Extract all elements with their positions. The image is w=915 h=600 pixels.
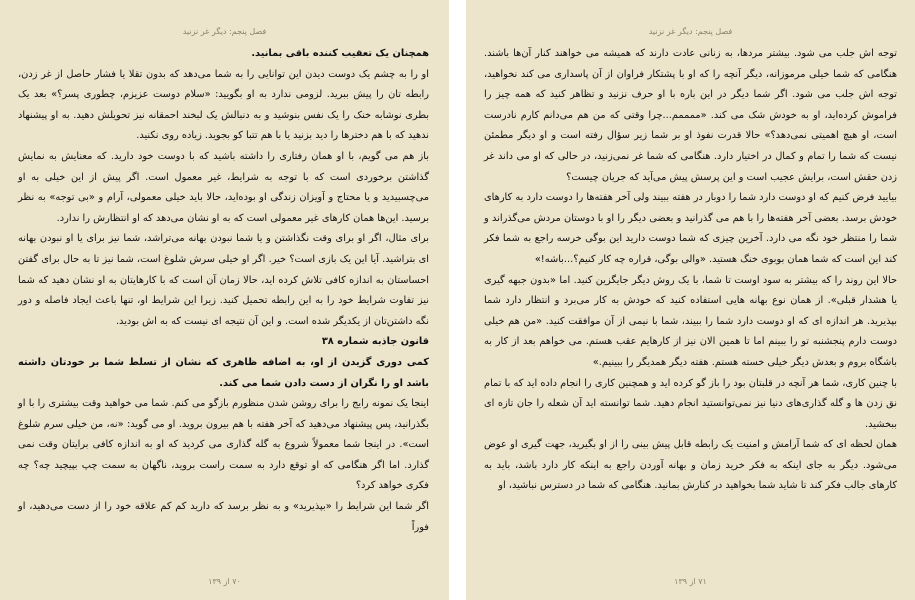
paragraph: همان لحظه ای که شما آرامش و امنیت یک رابطه قابل پیش بینی را از او بگیرید، جهت گیری او عوض می‌شود. دیگر به جای اینکه به فکر خرید زمان و بهانه آوردن راجع به اینکه کار دارد باشد، باید به کارهای جالب فکر کند تا شاید شما بخواهید در کنارش بمانید. هنگامی که شما در دسترس نباشید، او — [484, 439, 897, 492]
left-page-body — [18, 44, 429, 538]
paragraph: توجه اش جلب می شود. بیشتر مردها، به زنانی عادت دارند که همیشه می خواهند کنار آن‌ها باشند. هنگامی که شما خیلی مرموزانه، دیگر آنچه را که او با پشتکار فراوان از آن پاسداری می کند نخواهید، توجه اش جلب می شود. اگر شما دیگر در این باره با او حرف نزنید و تظاهر کنید که همه چیز را فراموش کرده‌اید، او به خودش شک می کند. «ممممم...چرا وقتی که من هم می‌دانم کارم نادرست است، او هیچ اهمیتی نمی‌دهد؟» حالا قدرت نفوذ او بر شما زیر سؤال رفته است و او دیگر مطمئن نیست که شما را تمام و کمال در اختیار دارد. هنگامی که شما غر نمی‌زنید، در حالی که او می داند غر زدن حقش است، برایش عجیب است و این پرسش پیش می‌آید که جریان چیست؟ — [484, 48, 897, 183]
paragraph: حالا این روند را که بیشتر به سود اوست تا شما، با یک روش دیگر جایگزین کنید. اما «بدون جبهه گیری یا هشدار قبلی». از همان نوع بهانه هایی استفاده کنید که خودش به کار می‌برد و انتظار دارد شما بپذیرید. هر اندازه ای که او دوست دارد شما را ببیند، شما با نیمی از آن موافقت کنید. «من هم خیلی دوست دارم پنجشنبه تو را ببینم اما تا همین الان نیز از کارهایم عقب هستم. می خواهم بعد از کار به باشگاه بروم و بعدش دیگر خیلی خسته هستم. هفته دیگر همدیگر را ببینیم.» — [484, 274, 897, 368]
right-page-header: فصل پنجم: دیگر غر نزنید — [648, 27, 733, 36]
bold-paragraph: کمی دوری گزیدن از او، به اضافه ظاهری که نشان از تسلط شما بر خودتان داشته باشد او را نگران از دست دادن شما می کند. — [18, 356, 429, 389]
left-page-number: ۷۰ از ۱۳۹ — [208, 577, 241, 586]
right-page-body — [484, 44, 897, 497]
paragraph: اینجا یک نمونه رایج را برای روشن شدن منظورم بازگو می کنم. شما می خواهید وقت بیشتری را با او بگذرانید، پس پیشنهاد می‌دهید که آخر هفته با هم بیرون بروید. او می گوید: «نه، من خیلی سرم شلوغ است». در اینجا شما معمولاً شروع به گله گذاری می کردید که او به اندازه کافی برایتان وقت نمی گذارد. اما اگر هنگامی که او توقع دارد به سمت راست بروید، ناگهان به سمت چپ بپیچید چه؟ چه فکری خواهد کرد؟ — [18, 398, 429, 492]
bold-paragraph: همچنان یک تعقیب کننده باقی بمانید. — [251, 48, 429, 59]
paragraph: بیایید فرض کنیم که او دوست دارد شما را دوبار در هفته ببیند ولی آخر هفته‌ها را دوست دارد به کارهای خودش برسد. بعضی آخر هفته‌ها را با هم می گذرانید و بعضی دیگر را او با دوستان مردش می‌گذراند و شما را منتظر خود نگه می دارد. آخرین چیزی که شما دوست دارید این بوگی خرسه راجع به شما فکر کند این است که شما همان بوبوی خنگ هستید. «والی بوگی، قراره چه کار کنیم؟...باشه!» — [484, 192, 897, 265]
paragraph: او را به چشم یک دوست دیدن این توانایی را به شما می‌دهد که بدون تقلا یا فشار حاصل از غر زدن، رابطه تان را پیش ببرید. لزومی ندارد به او بگویید: «سلام دوست عزیزم، چطوری پسر؟» بعد یک بطری نوشابه خنک را یک نفس بنوشید و به دنبالش یک لبخند احمقانه نیز تحویلش دهید. به او پیشنهاد ندهید که با هم دخترها را دید بزنید یا با هم تتبا کو بجوید. زیاده روی نکنید. — [18, 68, 429, 142]
page-gutter — [449, 0, 466, 600]
right-page-number: ۷۱ از ۱۳۹ — [674, 577, 707, 586]
left-page-header: فصل پنجم: دیگر غر نزنید — [182, 27, 267, 36]
paragraph: باز هم می گویم، با او همان رفتاری را داشته باشید که با دوست خود دارید. که معنایش به نمایش گذاشتن برخوردی است که با توجه به شرایط، غیر معمول است. اگر پیش از این خیلی به او می‌چسبیدید و یا محتاج و آویزان زندگی او بوده‌اید، حالا باید خیلی معمولی، آرام و «بی توجه» به نظر برسید. این‌ها همان کارهای غیر معمولی است که به او نشان می‌دهد که او انتظارش را ندارد. — [18, 150, 429, 224]
paragraph: با چنین کاری، شما هر آنچه در قلبتان بود را باز گو کرده اید و همچنین کاری را انجام داده اید که با تمام نق زدن ها و گله گذاری‌های دنیا نیز نمی‌توانستید انجام دهید. شما توانسته اید آن شعله را جان تازه ای ببخشید. — [484, 377, 897, 430]
paragraph: برای مثال، اگر او برای وقت نگذاشتن و یا شما نبودن بهانه می‌تراشد، شما نیز برای یا او نبودن بهانه ای بتراشید. آیا این یک بازی است؟ خیر. اگر او خیلی سرش شلوغ است، شما نیز تا به حال برای گفتن احساستان به اندازه کافی تلاش کرده اید، حالا زمان آن است که با کارهایتان به او نشان دهید که شما نیز تفاوت شرایط خود را به این رابطه تحمیل کنید. زیرا این شرایط او، تنها باعث ایجاد فاصله و دور نگه داشتن‌تان از یکدیگر شده است. و این آن نتیجه ای نیست که به اش بودید. — [18, 233, 429, 327]
bold-paragraph: قانون جاذبه شماره ۳۸ — [321, 336, 429, 348]
left-page — [0, 0, 449, 600]
right-page — [466, 0, 915, 600]
paragraph: اگر شما این شرایط را «بپذیرید» و به نظر برسد که دارید کم کم علاقه خود را از دست می‌دهید، او فوراً — [18, 501, 429, 533]
